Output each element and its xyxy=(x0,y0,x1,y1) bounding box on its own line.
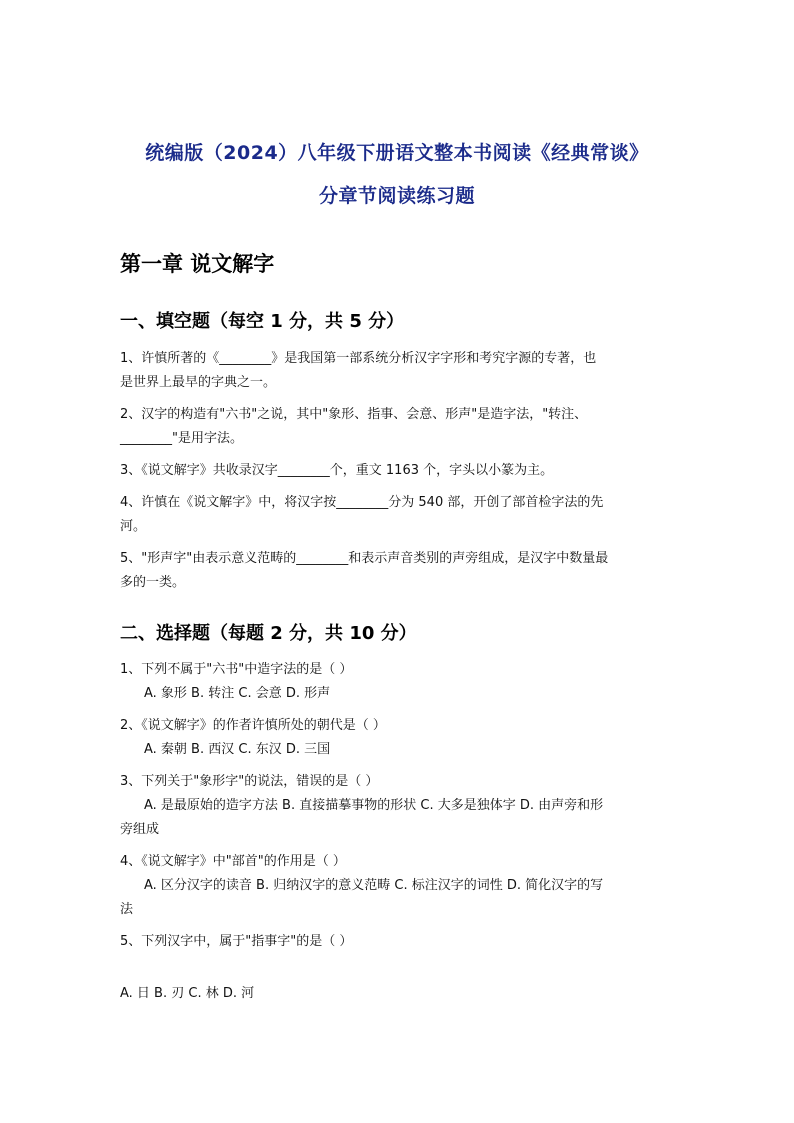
fill-blank-q1-line1: 1、许慎所著的《________》是我国第一部系统分析汉字字形和考究字源的专著，也 xyxy=(120,351,597,366)
choice-q3-options-line2: 旁组成 xyxy=(120,822,160,837)
choice-q2-stem: 2、《说文解字》的作者许慎所处的朝代是（ ） xyxy=(120,718,386,733)
choice-q3-options-line1: A. 是最原始的造字方法 B. 直接描摹事物的形状 C. 大多是独体字 D. 由声旁和形 xyxy=(144,798,604,813)
fill-blank-q2-line1: 2、汉字的构造有"六书"之说，其中"象形、指事、会意、形声"是造字法，"转注、 xyxy=(120,407,588,422)
section2-heading: 二、选择题（每题 2 分，共 10 分） xyxy=(120,623,417,644)
fill-blank-q1-line2: 是世界上最早的字典之一。 xyxy=(120,375,277,390)
choice-q4-options-line1: A. 区分汉字的读音 B. 归纳汉字的意义范畴 C. 标注汉字的词性 D. 简化汉字的写 xyxy=(144,878,604,893)
fill-blank-q5-line2: 多的一类。 xyxy=(120,575,186,590)
choice-q5-stem: 5、下列汉字中，属于"指事字"的是（ ） xyxy=(120,934,353,949)
choice-q2-options: A. 秦朝 B. 西汉 C. 东汉 D. 三国 xyxy=(144,742,331,757)
choice-q1-options: A. 象形 B. 转注 C. 会意 D. 形声 xyxy=(144,686,331,701)
fill-blank-q3: 3、《说文解字》共收录汉字________个，重文 1163 个，字头以小篆为主。 xyxy=(120,463,554,478)
choice-q4-options-line2: 法 xyxy=(120,902,134,917)
fill-blank-q2-line2: ________"是用字法。 xyxy=(120,431,243,446)
fill-blank-q4-line2: 河。 xyxy=(120,519,147,534)
document-title-line1: 统编版（2024）八年级下册语文整本书阅读《经典常谈》 xyxy=(145,142,649,164)
choice-q3-stem: 3、下列关于"象形字"的说法，错误的是（ ） xyxy=(120,774,379,789)
choice-q4-stem: 4、《说文解字》中"部首"的作用是（ ） xyxy=(120,854,346,869)
fill-blank-q4-line1: 4、许慎在《说文解字》中，将汉字按________分为 540 部，开创了部首检字法的先 xyxy=(120,495,604,510)
choice-q5-options: A. 日 B. 刃 C. 林 D. 河 xyxy=(120,986,255,1001)
fill-blank-q5-line1: 5、"形声字"由表示意义范畴的________和表示声音类别的声旁组成，是汉字中数量最 xyxy=(120,551,609,566)
section1-heading: 一、填空题（每空 1 分，共 5 分） xyxy=(120,311,405,332)
document-title-line2: 分章节阅读练习题 xyxy=(318,185,475,207)
chapter-title: 第一章 说文解字 xyxy=(120,252,275,276)
choice-q1-stem: 1、下列不属于"六书"中造字法的是（ ） xyxy=(120,662,353,677)
